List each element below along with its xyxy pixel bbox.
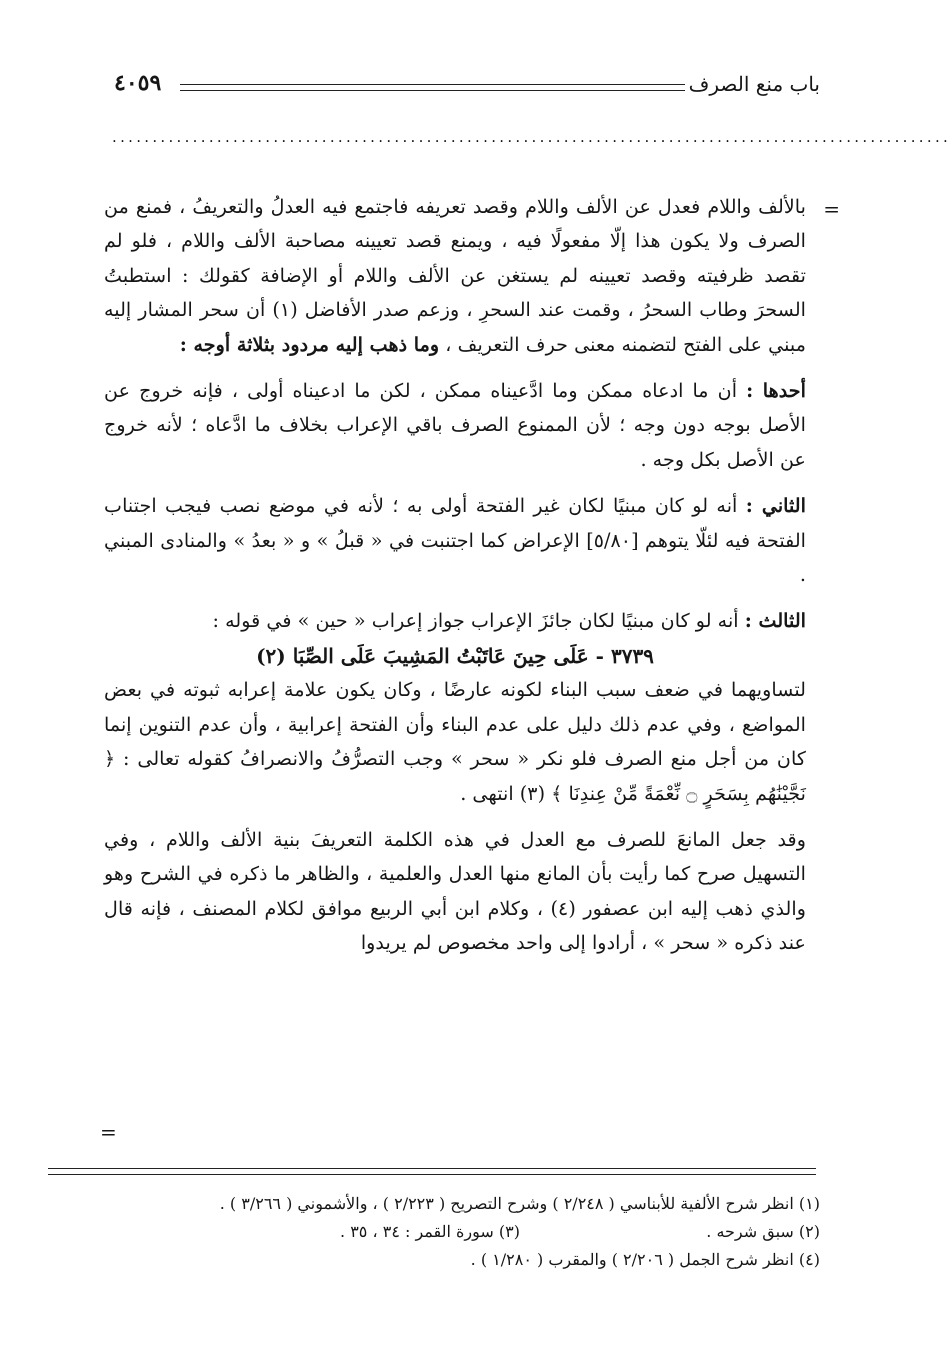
paragraph-third-aspect [104, 604, 806, 638]
poetry-verse: ٣٧٣٩ - عَلَى حِينَ عَاتَبْتُ المَشِيبَ عَلَى الصِّبَا (٢) [256, 643, 654, 668]
second-aspect-label: الثاني : [745, 494, 806, 518]
footnote-4: (٤) انظر شرح الجمل ( ٢/٢٠٦ ) والمقرب ( ١/٢٨٠ ) . [470, 1250, 820, 1269]
paragraph-1-bold-phrase: وما ذهب إليه مردود بثلاثة أوجه : [179, 332, 440, 356]
third-aspect-text: أنه لو كان مبنيًا لكان جائزَ الإعراب جواز إعراب « حين » في قوله : [212, 609, 739, 633]
third-aspect-label: الثالث : [744, 609, 806, 633]
footnote-2: (٢) سبق شرحه . [706, 1222, 820, 1241]
continuation-mark-start: = [823, 197, 840, 221]
first-aspect-text: أن ما ادعاه ممكن وما ادَّعيناه ممكن ، لكن ما ادعيناه أولى ، فإنه خروج عن الأصل بوجه دون وجه ؛ لأن الممنوع الصرف باقي الإعراب بخلاف ما ادَّعاه ؛ لأنه خروج عن الأصل بكل وجه . [104, 379, 806, 471]
running-header-title: باب منع الصرف [688, 72, 820, 96]
paragraph-6: وقد جعل المانعَ للصرف مع العدل في هذه الكلمة التعريفَ بنية الألف واللام ، وفي التسهيل صرح كما رأيت بأن المانع منها العدل والعلمية ، والظاهر ما ذكره في الشرح وهو والذي ذهب إليه ابن عصفور (٤) ، وكلام ابن أبي الربيع موافق لكلام المصنف ، فإنه قال عند ذكره « سحر » ، أرادوا إلى واحد مخصوص لم يريدوا [104, 827, 807, 955]
dotted-separator: ........................................................................................................ [112, 128, 951, 146]
footnote-3: (٣) سورة القمر : ٣٤ ، ٣٥ . [340, 1222, 520, 1241]
first-aspect-label: أحدها : [746, 379, 806, 403]
paragraph-5: لتساويهما في ضعف سبب البناء لكونه عارضًا ، وكان يكون علامة إعرابه ثبوته في بعض المواضع ، وفي عدم ذلك دليل على عدم البناء وأن الفتحة إعرابية ، وأن عدم التنوين إنما كان من أجل منع الصرف فلو نكر « سحر » وجب التصرُّفُ والانصرافُ كقوله تعالى : ﴿ نَجَّيْنَٰهُم بِسَحَرٍ ۝ نِّعْمَةً مِّنْ عِندِنَا ﴾ (٣) انتهى . [104, 678, 806, 805]
footnote-1: (١) انظر شرح الألفية للأبناسي ( ٢/٢٤٨ ) وشرح التصريح ( ٢/٢٢٣ ) ، والأشموني ( ٣/٢٦٦ ) . [219, 1194, 820, 1213]
paragraph-1-text: بالألف واللام فعدل عن الألف واللام وقصد تعريفه فاجتمع فيه العدلُ والتعريفُ ، فمنع من الصرف ولا يكون هذا إلّا مفعولًا فيه ، ويمنع قصد تعيينه مصاحبة الألف واللام ، فلو لم تقصد ظرفيته وقصد تعيينه لم يستغن عن الألف واللام أو الإضافة كقولك : استطبتُ السحرَ وطاب السحرُ ، وقمت عند السحرِ ، وزعم صدر الأفاضل (١) أن سحر المشار إليه مبني على الفتح لتضمنه معنى حرف التعريف ، [104, 195, 806, 356]
footnote-double-rule [48, 1168, 816, 1175]
header-double-rule [180, 84, 685, 91]
main-text [104, 190, 806, 961]
paragraph-second-aspect [104, 489, 806, 592]
second-aspect-text: أنه لو كان مبنيًا لكان غير الفتحة أولى به ؛ لأنه في موضع نصب فيجب اجتناب الفتحة فيه لئلّا يتوهم [٥/٨٠] الإعراض كما اجتنبت في « قبلُ » و « بعدُ » والمنادى المبني . [104, 494, 807, 587]
footnote-row-2-3 [52, 1218, 820, 1246]
footnotes [52, 1190, 820, 1274]
paragraph-first-aspect [104, 374, 806, 477]
paragraph-1 [104, 190, 806, 362]
page-number: ٤٠٥٩ [114, 70, 162, 96]
continuation-mark-end: = [100, 1120, 117, 1144]
